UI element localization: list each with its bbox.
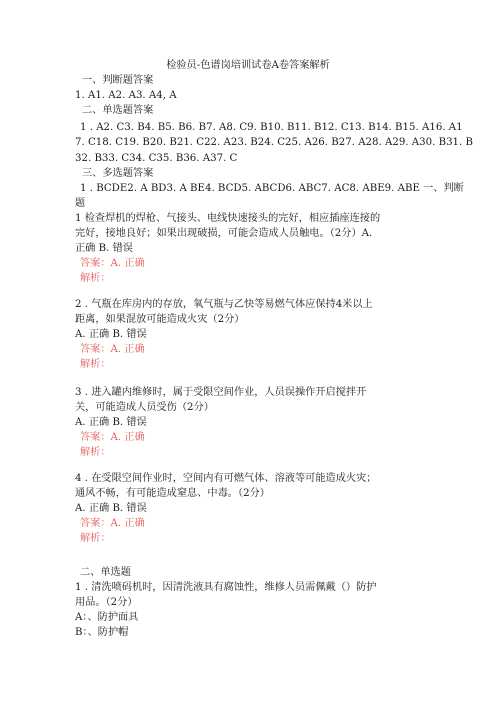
section-heading-tf-answers: 一、判断题答案 [82, 75, 154, 86]
question-options: A. 正确 B. 错误 [75, 503, 147, 514]
question-text: 关，可能造成人员受伤（2分） [75, 402, 214, 413]
question-text: 用品。（2分） [75, 597, 138, 608]
answer-text: 答案：A. 正确 [80, 518, 145, 529]
explanation-label: 解析： [80, 273, 111, 284]
single-answer-line: 7. C18. C19. B20. B21. C22. A23. B24. C25. A26. B27. A28. A29. A30. B31. B [75, 137, 473, 148]
explanation-label: 解析： [80, 359, 111, 370]
answer-text: 答案：A. 正确 [80, 258, 145, 269]
question-text: 3 . 进入罐内维修时，属于受限空间作业，人员误操作开启搅拌开 [75, 387, 367, 398]
single-answer-line: 32. B33. C34. C35. B36. A37. C [75, 153, 238, 164]
answer-text: 答案：A. 正确 [80, 432, 145, 443]
question-text: 2 . 气瓶在库房内的存放，氧气瓶与乙快等易燃气体应保持4米以上 [75, 299, 373, 310]
question-text: 完好，接地良好；如果出现破损，可能会造成人员触电。（2分）A. [75, 228, 373, 239]
question-text: 4 . 在受限空间作业时，空间内有可燃气体、溶液等可能造成火灾； [75, 473, 377, 484]
section-heading-multi-answers: 三、多选题答案 [82, 168, 154, 179]
document-title: 检验员-色谱岗培训试卷A卷答案解析 [166, 60, 330, 71]
explanation-label: 解析： [80, 533, 111, 544]
single-answer-line: 1 . A2. C3. B4. B5. B6. B7. A8. C9. B10. B11. B12. C13. B14. B15. A16. A1 [80, 122, 463, 133]
question-text: 1 检查焊机的焊枪、气接头、电线快速接头的完好，相应插座连接的 [75, 213, 381, 224]
question-text: 距离，如果混放可能造成火灾（2分） [75, 314, 245, 325]
answer-text: 答案：A. 正确 [80, 344, 145, 355]
question-text: 1 . 清洗喷码机时，因清洗液具有腐蚀性，维修人员需佩戴（）防护 [75, 582, 377, 593]
multi-answer-line: 1 . BCDE2. A BD3. A BE4. BCD5. ABCD6. ABC7. AC8. ABE9. ABE 一、判断 [80, 183, 464, 194]
option-b: B：、防护帽 [75, 627, 129, 638]
explanation-label: 解析： [80, 447, 111, 458]
multi-answer-line: 题 [75, 198, 86, 209]
question-options: 正确 B. 错误 [75, 243, 133, 254]
question-text: 通风不畅，有可能造成窒息、中毒。（2分） [75, 488, 270, 499]
tf-answer-line: 1. A1. A2. A3. A4, A [75, 90, 177, 101]
question-options: A. 正确 B. 错误 [75, 329, 147, 340]
section-heading-single-answers: 二、单选题答案 [82, 105, 154, 116]
section-heading-single: 二、单选题 [80, 567, 131, 578]
question-options: A. 正确 B. 错误 [75, 417, 147, 428]
option-a: A：、防护面具 [75, 612, 139, 623]
